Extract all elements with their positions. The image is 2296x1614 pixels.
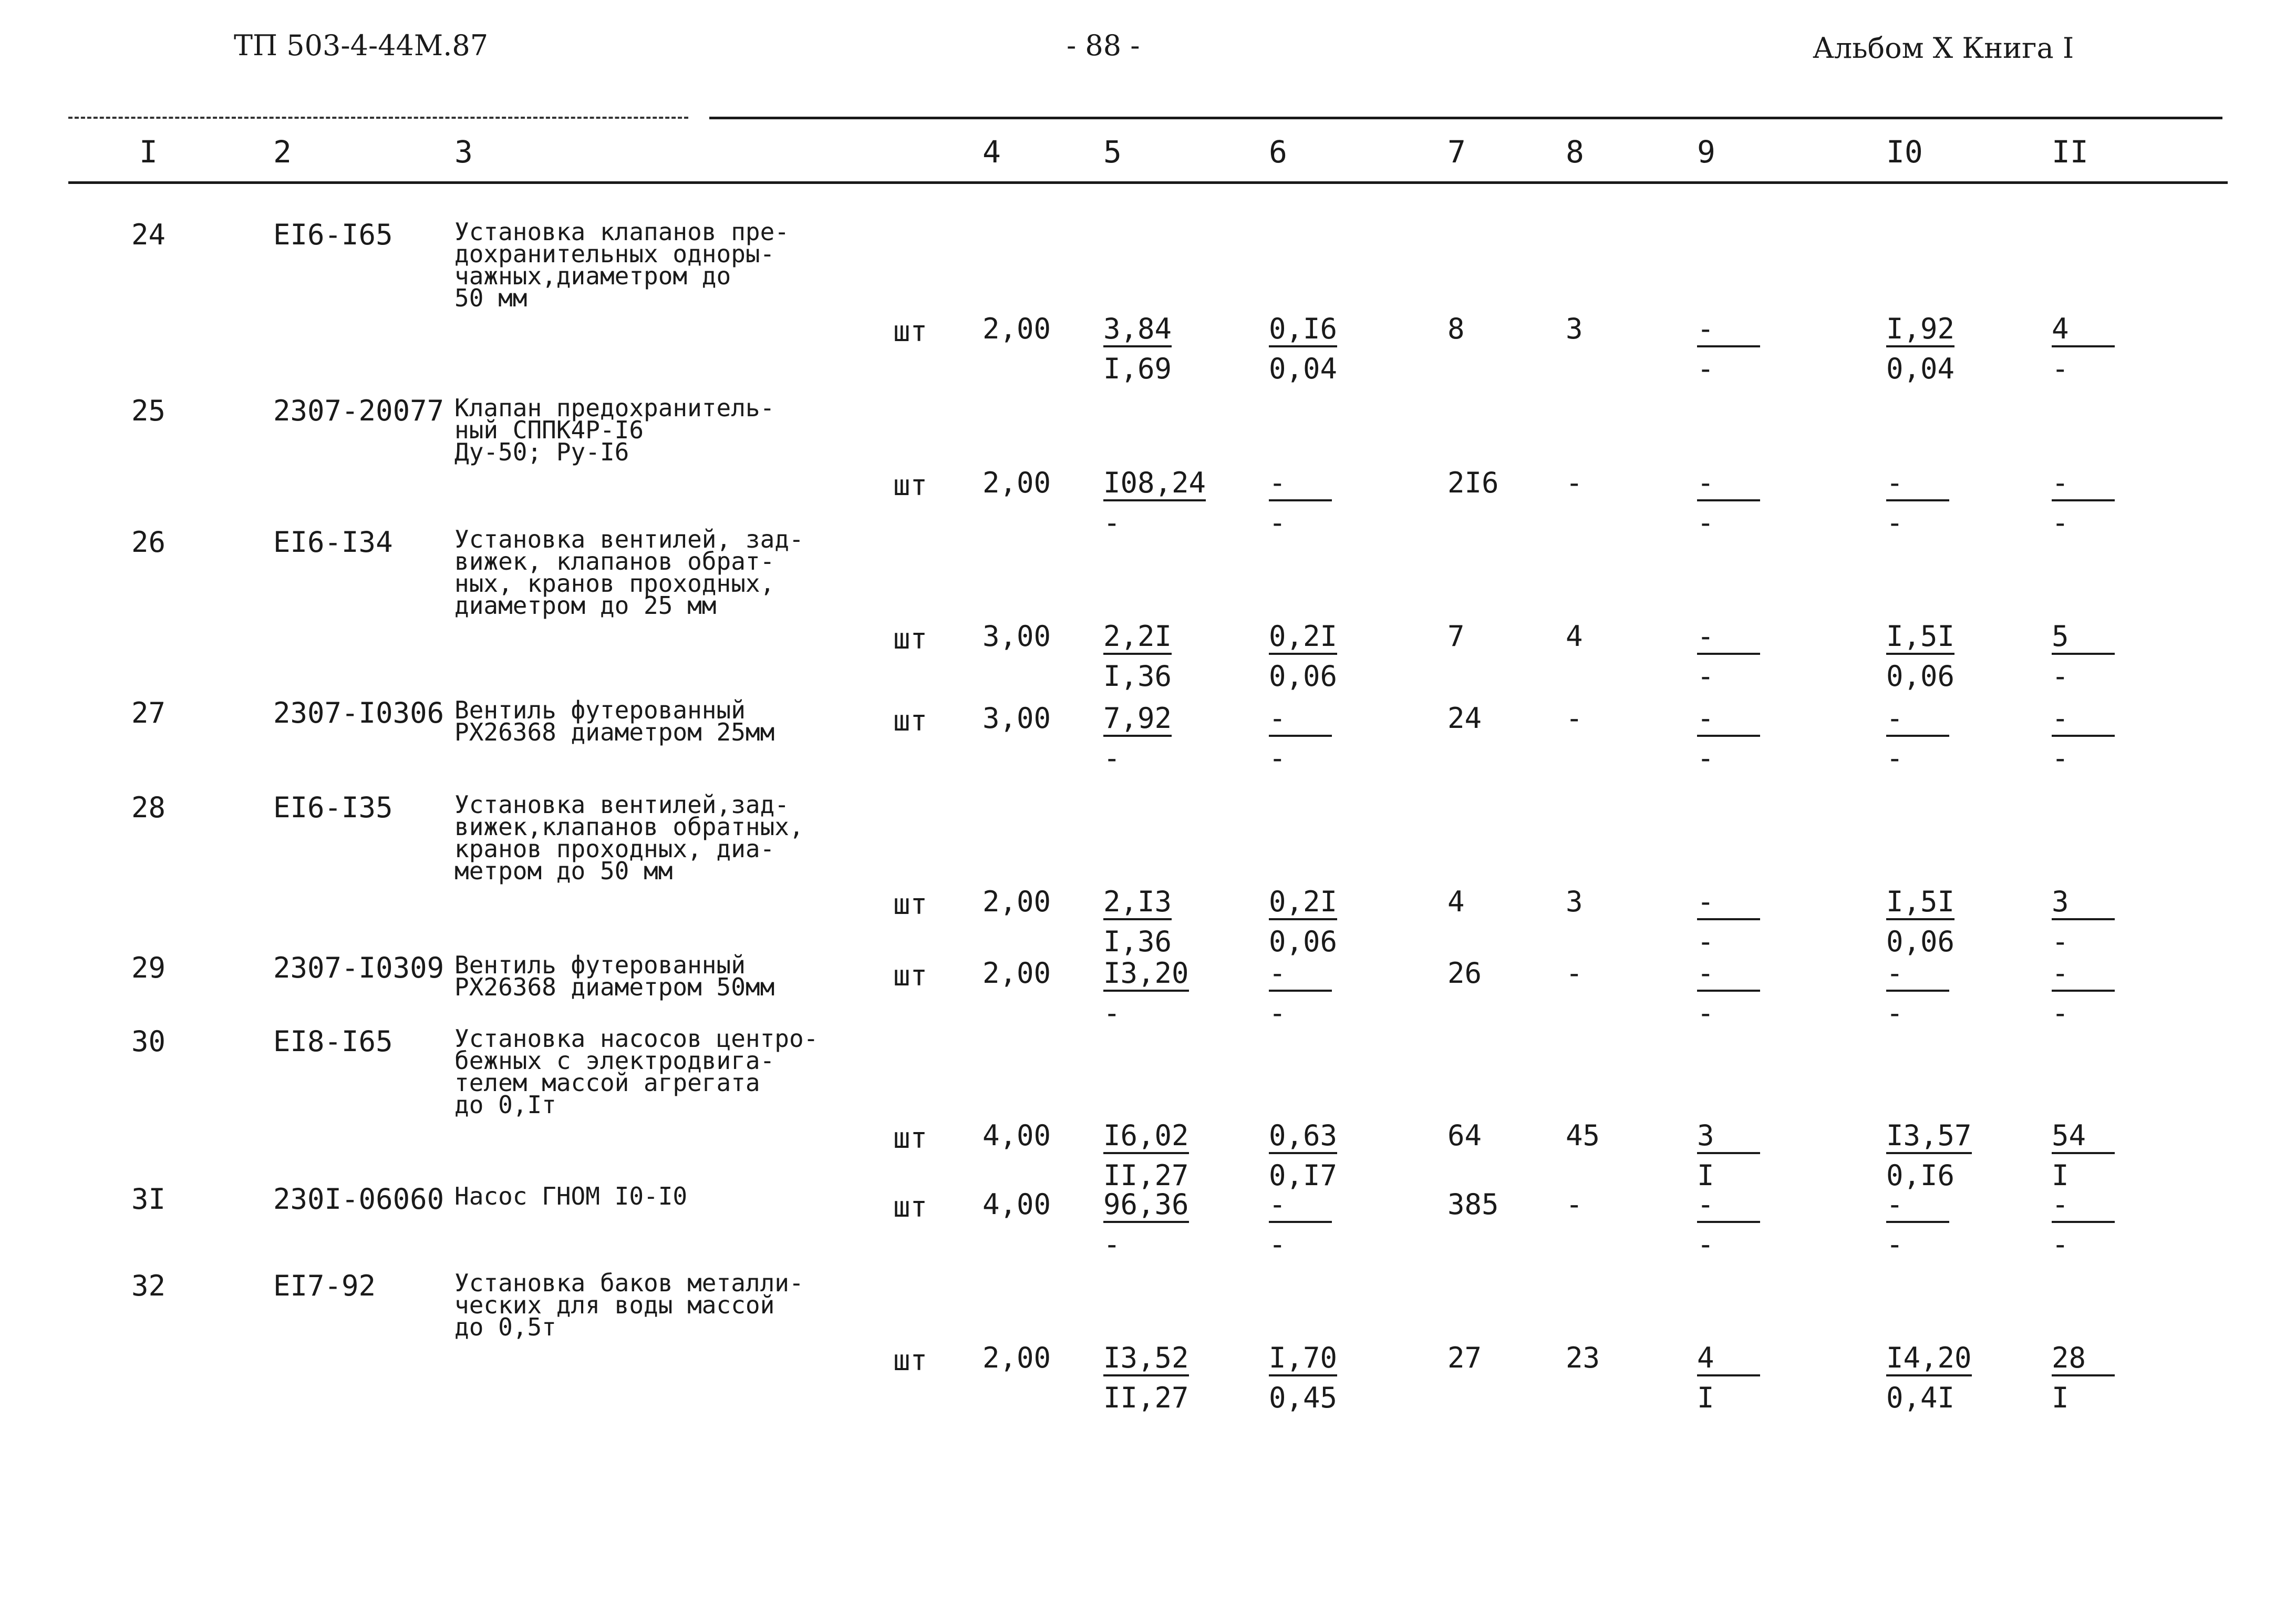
row-code: 230I-06060: [273, 1183, 444, 1216]
row-cost-total-numerator: I3,52: [1103, 1344, 1189, 1376]
row-col9-denominator: I: [1697, 1159, 1714, 1192]
row-col9-numerator: -: [1697, 315, 1760, 347]
row-col10-denominator: 0,06: [1886, 660, 1955, 693]
row-col8: -: [1566, 1188, 1583, 1221]
row-col9: [1697, 885, 1776, 958]
row-number: 29: [131, 951, 166, 984]
row-col11-denominator: -: [2052, 742, 2069, 775]
row-description-line: Насос ГНОМ I0-I0: [454, 1182, 688, 1210]
row-cost-total: [1103, 885, 1182, 958]
row-col10: [1886, 1190, 1965, 1259]
row-number: 32: [131, 1269, 166, 1302]
row-cost-wages: [1269, 1190, 1348, 1259]
row-col9: [1697, 1190, 1776, 1259]
row-unit: шт: [893, 315, 928, 348]
column-header-7: 7: [1447, 134, 1466, 170]
row-code: 2307-I0306: [273, 696, 444, 729]
row-cost-wages-denominator: 0,45: [1269, 1381, 1338, 1414]
row-col10-numerator: -: [1886, 1190, 1949, 1223]
row-cost-wages-denominator: 0,06: [1269, 660, 1338, 693]
column-header-8: 8: [1566, 134, 1584, 170]
row-col10: [1886, 885, 1965, 958]
row-col11: [2052, 622, 2130, 691]
row-col9-numerator: 4: [1697, 1344, 1760, 1376]
row-col10-numerator: -: [1886, 469, 1949, 501]
row-description-line: вижек, клапанов обрат-: [454, 547, 775, 575]
row-col9-numerator: -: [1697, 1190, 1760, 1223]
row-unit: шт: [893, 1122, 928, 1155]
row-col10-numerator: I,5I: [1886, 888, 1954, 920]
row-cost-wages-numerator: 0,63: [1269, 1122, 1337, 1154]
row-cost-total-denominator: I,69: [1103, 352, 1172, 385]
row-cost-total-numerator: I3,20: [1103, 959, 1189, 992]
row-col11-denominator: -: [2052, 506, 2069, 539]
row-cost-wages-denominator: -: [1269, 1228, 1286, 1261]
row-col7: 4: [1447, 885, 1465, 918]
row-col8: -: [1566, 957, 1583, 990]
row-col10-denominator: -: [1886, 506, 1904, 539]
row-col10-denominator: -: [1886, 742, 1904, 775]
row-col11-denominator: I: [2052, 1381, 2069, 1414]
row-quantity: 3,00: [982, 620, 1051, 653]
row-quantity: 2,00: [982, 885, 1051, 918]
row-col10: [1886, 466, 1965, 539]
row-col11-numerator: 54: [2052, 1122, 2115, 1154]
row-col9-denominator: -: [1697, 660, 1714, 693]
row-quantity: 2,00: [982, 957, 1051, 990]
header-rule-bottom: [68, 181, 2228, 184]
column-header-10: I0: [1886, 134, 1923, 170]
row-col11: [2052, 466, 2130, 539]
row-cost-wages-numerator: 0,I6: [1269, 315, 1337, 347]
row-description-line: метром до 50 мм: [454, 857, 673, 885]
row-cost-wages-denominator: -: [1269, 506, 1286, 539]
row-code: EI6-I65: [273, 218, 393, 251]
column-header-2: 2: [273, 134, 292, 170]
row-cost-wages: [1269, 1119, 1348, 1192]
row-cost-wages: [1269, 312, 1348, 385]
row-description-line: Установка вентилей,зад-: [454, 790, 789, 819]
album-label: Альбом X Книга I: [1813, 32, 2074, 65]
row-description-line: Вентиль футерованный: [454, 951, 746, 979]
row-col11: [2052, 704, 2130, 773]
row-cost-total: [1103, 1188, 1189, 1261]
row-cost-wages-denominator: 0,04: [1269, 352, 1338, 385]
row-col11-denominator: I: [2052, 1159, 2069, 1192]
row-col9-numerator: -: [1697, 959, 1760, 992]
column-header-1: I: [139, 134, 158, 170]
row-col7: 7: [1447, 620, 1465, 653]
row-col11-numerator: 5: [2052, 622, 2115, 655]
row-col11: [2052, 957, 2130, 1030]
row-col9-denominator: -: [1697, 1228, 1714, 1261]
row-description-line: ческих для воды массой: [454, 1291, 775, 1319]
row-cost-total-numerator: I08,24: [1103, 469, 1206, 501]
doc-code: ТП 503-4-44М.87: [234, 29, 489, 62]
row-col10: [1886, 957, 1965, 1030]
row-description-line: ных, кранов проходных,: [454, 569, 775, 598]
row-description-line: Ду-50; Ру-I6: [454, 438, 629, 466]
row-description-line: Установка клапанов пре-: [454, 218, 789, 246]
row-cost-wages: [1269, 1341, 1348, 1414]
header-rule-left: [68, 117, 688, 119]
row-col11: [2052, 885, 2130, 958]
row-cost-total-denominator: I,36: [1103, 925, 1172, 958]
row-col8: -: [1566, 466, 1583, 499]
row-unit: шт: [893, 1344, 928, 1377]
row-quantity: 3,00: [982, 702, 1051, 735]
row-number: 26: [131, 526, 166, 559]
row-number: 3I: [131, 1183, 166, 1216]
row-col9: [1697, 622, 1776, 691]
row-col8: 23: [1566, 1341, 1600, 1374]
row-description-line: 50 мм: [454, 284, 528, 312]
row-description-line: до 0,5т: [454, 1313, 556, 1341]
row-cost-total: [1103, 957, 1189, 1030]
row-col11-denominator: -: [2052, 660, 2069, 693]
row-cost-wages: [1269, 885, 1348, 958]
row-cost-wages: [1269, 622, 1348, 691]
row-cost-wages-denominator: -: [1269, 996, 1286, 1030]
column-header-4: 4: [982, 134, 1001, 170]
row-description-line: диаметром до 25 мм: [454, 591, 717, 620]
row-cost-wages-numerator: I,70: [1269, 1344, 1337, 1376]
row-col11: [2052, 1341, 2130, 1414]
row-cost-total-denominator: I,36: [1103, 660, 1172, 693]
row-col9-denominator: -: [1697, 742, 1714, 775]
row-number: 27: [131, 696, 166, 729]
row-col11-denominator: -: [2052, 1228, 2069, 1261]
row-col10-numerator: -: [1886, 959, 1949, 992]
row-cost-total-denominator: -: [1103, 742, 1121, 775]
row-col10-denominator: 0,04: [1886, 352, 1955, 385]
row-cost-total-numerator: 3,84: [1103, 315, 1172, 347]
row-col9: [1697, 1119, 1776, 1192]
row-col7: 26: [1447, 957, 1482, 990]
row-col10: [1886, 1341, 1972, 1414]
row-cost-total: [1103, 1119, 1189, 1192]
row-description-line: Клапан предохранитель-: [454, 394, 775, 422]
row-unit: шт: [893, 469, 928, 502]
row-cost-wages-denominator: 0,06: [1269, 925, 1338, 958]
row-cost-total: [1103, 622, 1182, 691]
row-description-line: бежных с электродвига-: [454, 1046, 775, 1075]
row-col7: 2I6: [1447, 466, 1499, 499]
row-quantity: 4,00: [982, 1119, 1051, 1152]
row-number: 30: [131, 1025, 166, 1058]
row-col9: [1697, 312, 1776, 385]
row-col10-numerator: I3,57: [1886, 1122, 1972, 1154]
row-unit: шт: [893, 1190, 928, 1224]
row-col11-numerator: 3: [2052, 888, 2115, 920]
row-cost-wages-numerator: 0,2I: [1269, 888, 1337, 920]
column-header-3: 3: [454, 134, 473, 170]
header-rule-top: [709, 117, 2222, 119]
row-description-line: телем массой агрегата: [454, 1068, 760, 1097]
row-cost-wages-numerator: -: [1269, 469, 1332, 501]
row-description-line: вижек,клапанов обратных,: [454, 813, 804, 841]
row-col8: 4: [1566, 620, 1583, 653]
row-col9-denominator: I: [1697, 1381, 1714, 1414]
row-col11-numerator: -: [2052, 1190, 2115, 1223]
row-col7: 385: [1447, 1188, 1499, 1221]
row-cost-wages-denominator: 0,I7: [1269, 1159, 1338, 1192]
row-col11-denominator: -: [2052, 352, 2069, 385]
row-cost-total-numerator: 2,2I: [1103, 622, 1172, 655]
row-quantity: 2,00: [982, 466, 1051, 499]
row-cost-total: [1103, 1341, 1189, 1414]
row-col9-denominator: -: [1697, 925, 1714, 958]
row-col10-denominator: 0,I6: [1886, 1159, 1955, 1192]
row-code: EI6-I34: [273, 526, 393, 559]
row-description-line: РХ26368 диаметром 25мм: [454, 718, 775, 746]
row-quantity: 4,00: [982, 1188, 1051, 1221]
row-col11-numerator: -: [2052, 469, 2115, 501]
row-col9-numerator: -: [1697, 469, 1760, 501]
row-cost-total: [1103, 312, 1182, 385]
row-cost-total-numerator: 7,92: [1103, 704, 1172, 737]
row-col8: 3: [1566, 885, 1583, 918]
column-header-9: 9: [1697, 134, 1715, 170]
row-code: EI6-I35: [273, 791, 393, 824]
row-description-line: кранов проходных, диа-: [454, 835, 775, 863]
row-col9-denominator: -: [1697, 352, 1714, 385]
row-cost-wages-numerator: -: [1269, 704, 1332, 737]
row-col8: 3: [1566, 312, 1583, 345]
row-code: EI8-I65: [273, 1025, 393, 1058]
row-cost-total-numerator: 96,36: [1103, 1190, 1189, 1223]
row-description-line: Установка баков металли-: [454, 1269, 804, 1297]
row-col9: [1697, 1341, 1776, 1414]
row-col7: 8: [1447, 312, 1465, 345]
row-cost-wages: [1269, 466, 1348, 539]
row-code: 2307-20077: [273, 394, 444, 427]
row-number: 28: [131, 791, 166, 824]
row-code: EI7-92: [273, 1269, 376, 1302]
row-quantity: 2,00: [982, 1341, 1051, 1374]
row-description-line: дохранительных одноры-: [454, 240, 775, 268]
row-cost-total-denominator: II,27: [1103, 1381, 1189, 1414]
row-cost-total: [1103, 704, 1182, 773]
row-col10-numerator: -: [1886, 704, 1949, 737]
row-description-line: Установка насосов центро-: [454, 1024, 819, 1053]
row-description-line: Вентиль футерованный: [454, 696, 746, 724]
row-col9-numerator: -: [1697, 622, 1760, 655]
row-col10-denominator: 0,06: [1886, 925, 1955, 958]
row-col9-denominator: -: [1697, 996, 1714, 1030]
row-quantity: 2,00: [982, 312, 1051, 345]
row-cost-total-denominator: -: [1103, 996, 1121, 1030]
row-code: 2307-I0309: [273, 951, 444, 984]
row-col8: 45: [1566, 1119, 1600, 1152]
row-cost-total-numerator: I6,02: [1103, 1122, 1189, 1154]
row-col10: [1886, 704, 1965, 773]
row-cost-wages-denominator: -: [1269, 742, 1286, 775]
row-col10: [1886, 1119, 1972, 1192]
row-col7: 27: [1447, 1341, 1482, 1374]
row-col11: [2052, 1119, 2130, 1192]
row-col11-numerator: 28: [2052, 1344, 2115, 1376]
row-col9-numerator: -: [1697, 704, 1760, 737]
row-col11-numerator: 4: [2052, 315, 2115, 347]
column-header-6: 6: [1269, 134, 1287, 170]
column-header-5: 5: [1103, 134, 1122, 170]
row-col11: [2052, 1190, 2130, 1259]
page-number: - 88 -: [1067, 29, 1140, 62]
row-col11-numerator: -: [2052, 959, 2115, 992]
row-col8: -: [1566, 702, 1583, 735]
row-col10-numerator: I4,20: [1886, 1344, 1972, 1376]
row-col10-numerator: I,5I: [1886, 622, 1954, 655]
row-unit: шт: [893, 622, 928, 655]
row-col9-numerator: 3: [1697, 1122, 1760, 1154]
row-cost-total-denominator: -: [1103, 506, 1121, 539]
row-col10-denominator: -: [1886, 1228, 1904, 1261]
row-col9: [1697, 957, 1776, 1030]
row-cost-wages-numerator: -: [1269, 1190, 1332, 1223]
row-col10-denominator: -: [1886, 996, 1904, 1030]
row-cost-total-denominator: II,27: [1103, 1159, 1189, 1192]
row-cost-wages: [1269, 957, 1348, 1030]
row-number: 25: [131, 394, 166, 427]
row-description-line: Установка вентилей, зад-: [454, 525, 804, 553]
row-description-line: чажных,диаметром до: [454, 262, 731, 290]
row-unit: шт: [893, 959, 928, 992]
row-col10-numerator: I,92: [1886, 315, 1954, 347]
row-col11: [2052, 312, 2130, 385]
row-number: 24: [131, 218, 166, 251]
row-col10: [1886, 622, 1965, 691]
row-col10-denominator: 0,4I: [1886, 1381, 1955, 1414]
row-cost-wages-numerator: 0,2I: [1269, 622, 1337, 655]
row-col9: [1697, 704, 1776, 773]
row-col11-denominator: -: [2052, 996, 2069, 1030]
row-col10: [1886, 312, 1965, 385]
row-col9-denominator: -: [1697, 506, 1714, 539]
row-cost-total-denominator: -: [1103, 1228, 1121, 1261]
row-description-line: ный СППК4Р-I6: [454, 416, 644, 444]
row-description-line: РХ26368 диаметром 50мм: [454, 973, 775, 1001]
row-unit: шт: [893, 704, 928, 737]
row-unit: шт: [893, 888, 928, 921]
row-col9: [1697, 466, 1776, 539]
row-cost-wages-numerator: -: [1269, 959, 1332, 992]
column-header-11: II: [2052, 134, 2088, 170]
row-col11-numerator: -: [2052, 704, 2115, 737]
row-col7: 24: [1447, 702, 1482, 735]
row-cost-wages: [1269, 704, 1348, 773]
row-description-line: до 0,Iт: [454, 1091, 556, 1119]
row-col9-numerator: -: [1697, 888, 1760, 920]
row-cost-total: [1103, 466, 1206, 539]
row-col11-denominator: -: [2052, 925, 2069, 958]
row-cost-total-numerator: 2,I3: [1103, 888, 1172, 920]
row-col7: 64: [1447, 1119, 1482, 1152]
